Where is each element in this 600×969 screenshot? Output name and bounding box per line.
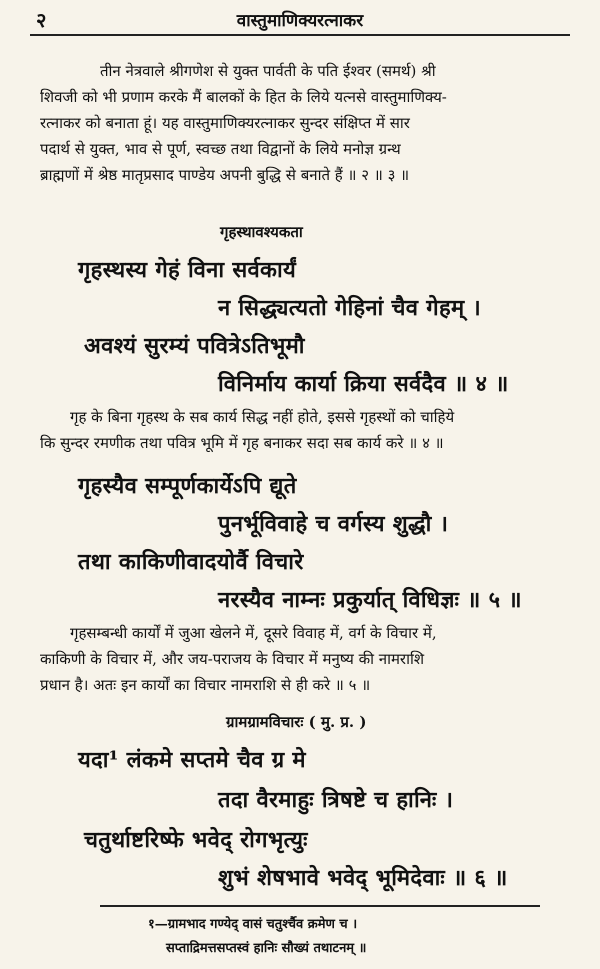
intro-line: ब्राह्मणों में श्रेष्ठ मातृप्रसाद पाण्डेय अपनी बुद्धि से बनाते हैं ॥ २ ॥ ३ ॥ [40,166,410,184]
verse-line: तदा वैरमाहुः त्रिषष्टे च हानिः । [218,787,454,813]
verse-line: चतुर्थाष्टरिष्फे भवेद् रोगभृत्युः [84,827,308,853]
translation-line: कि सुन्दर रमणीक तथा पवित्र भूमि में गृह बनाकर सदा सब कार्य करे ॥ ४ ॥ [40,434,444,452]
intro-line: तीन नेत्रवाले श्रीगणेश से युक्त पार्वती के पति ईश्वर (समर्थ) श्री [100,62,436,80]
verse-line: विनिर्माय कार्या क्रिया सर्वदैव ॥ ४ ॥ [218,371,509,397]
intro-line: रत्नाकर को बनाता हूं। यह वास्तुमाणिक्यरत्नाकर सुन्दर संक्षिप्त में सार [40,114,410,132]
verse-line: न सिद्ध्यत्यतो गेहिनां चैव गेहम् । [218,295,481,321]
verse-line: गृहस्थस्य गेहं विना सर्वकार्यं [78,257,297,283]
footnote-line: १—ग्रामभाद गण्येद् वासं चतुर्श्चैव क्रमेण च । [148,917,358,932]
running-title: वास्तुमाणिक्यरत्नाकर [236,11,364,31]
header-rule [30,34,570,36]
verse-line: अवश्यं सुरम्यं पवित्रेऽतिभूमौ [84,333,305,359]
translation-paragraph [40,620,570,698]
section-heading: गृहस्थावश्यकता [220,223,303,241]
verse-line: गृहस्यैव सम्पूर्णकार्येऽपि द्यूते [78,473,297,499]
translation-line: गृह के बिना गृहस्थ के सब कार्य सिद्ध नहीं होते, इससे गृहस्थों को चाहिये [70,408,455,426]
translation-line: गृहसम्बन्धी कार्यों में जुआ खेलने में, दूसरे विवाह में, वर्ग के विचार में, [70,624,437,642]
verse-line: तथा काकिणीवादयोर्वै विचारे [78,549,304,575]
intro-line: शिवजी को भी प्रणाम करके मैं बालकों के हित के लिये यत्नसे वास्तुमाणिक्य- [40,88,447,106]
translation-line: काकिणी के विचार में, और जय-पराजय के विचार में मनुष्य की नामराशि [40,650,425,668]
page-header [0,6,600,30]
page-number: २ [36,8,47,32]
verse-line: शुभं शेषभावे भवेद् भूमिदेवाः ॥ ६ ॥ [218,865,508,891]
footnote-line: सप्ताद्रिमत्तसप्तस्वं हानिः सौख्यं तथाटनम् ॥ [166,941,367,956]
translation-line: प्रधान है। अतः इन कार्यों का विचार नामराशि से ही करे ॥ ५ ॥ [40,676,371,694]
intro-paragraph [40,58,560,188]
section-heading: ग्रामग्रामविचारः ( मु. प्र. ) [226,713,367,731]
translation-paragraph [40,404,570,456]
verse-line: नरस्यैव नाम्नः प्रकुर्यात् विधिज्ञः ॥ ५ ॥ [218,587,522,613]
verse-line: यदा¹ लंकमे सप्तमे चैव ग्र मे [78,747,306,773]
verse-line: पुनर्भूविवाहे च वर्गस्य शुद्धौ । [218,511,449,537]
intro-line: पदार्थ से युक्त, भाव से पूर्ण, स्वच्छ तथा विद्वानों के लिये मनोज्ञ ग्रन्थ [40,140,401,158]
footnote-rule [100,905,540,907]
